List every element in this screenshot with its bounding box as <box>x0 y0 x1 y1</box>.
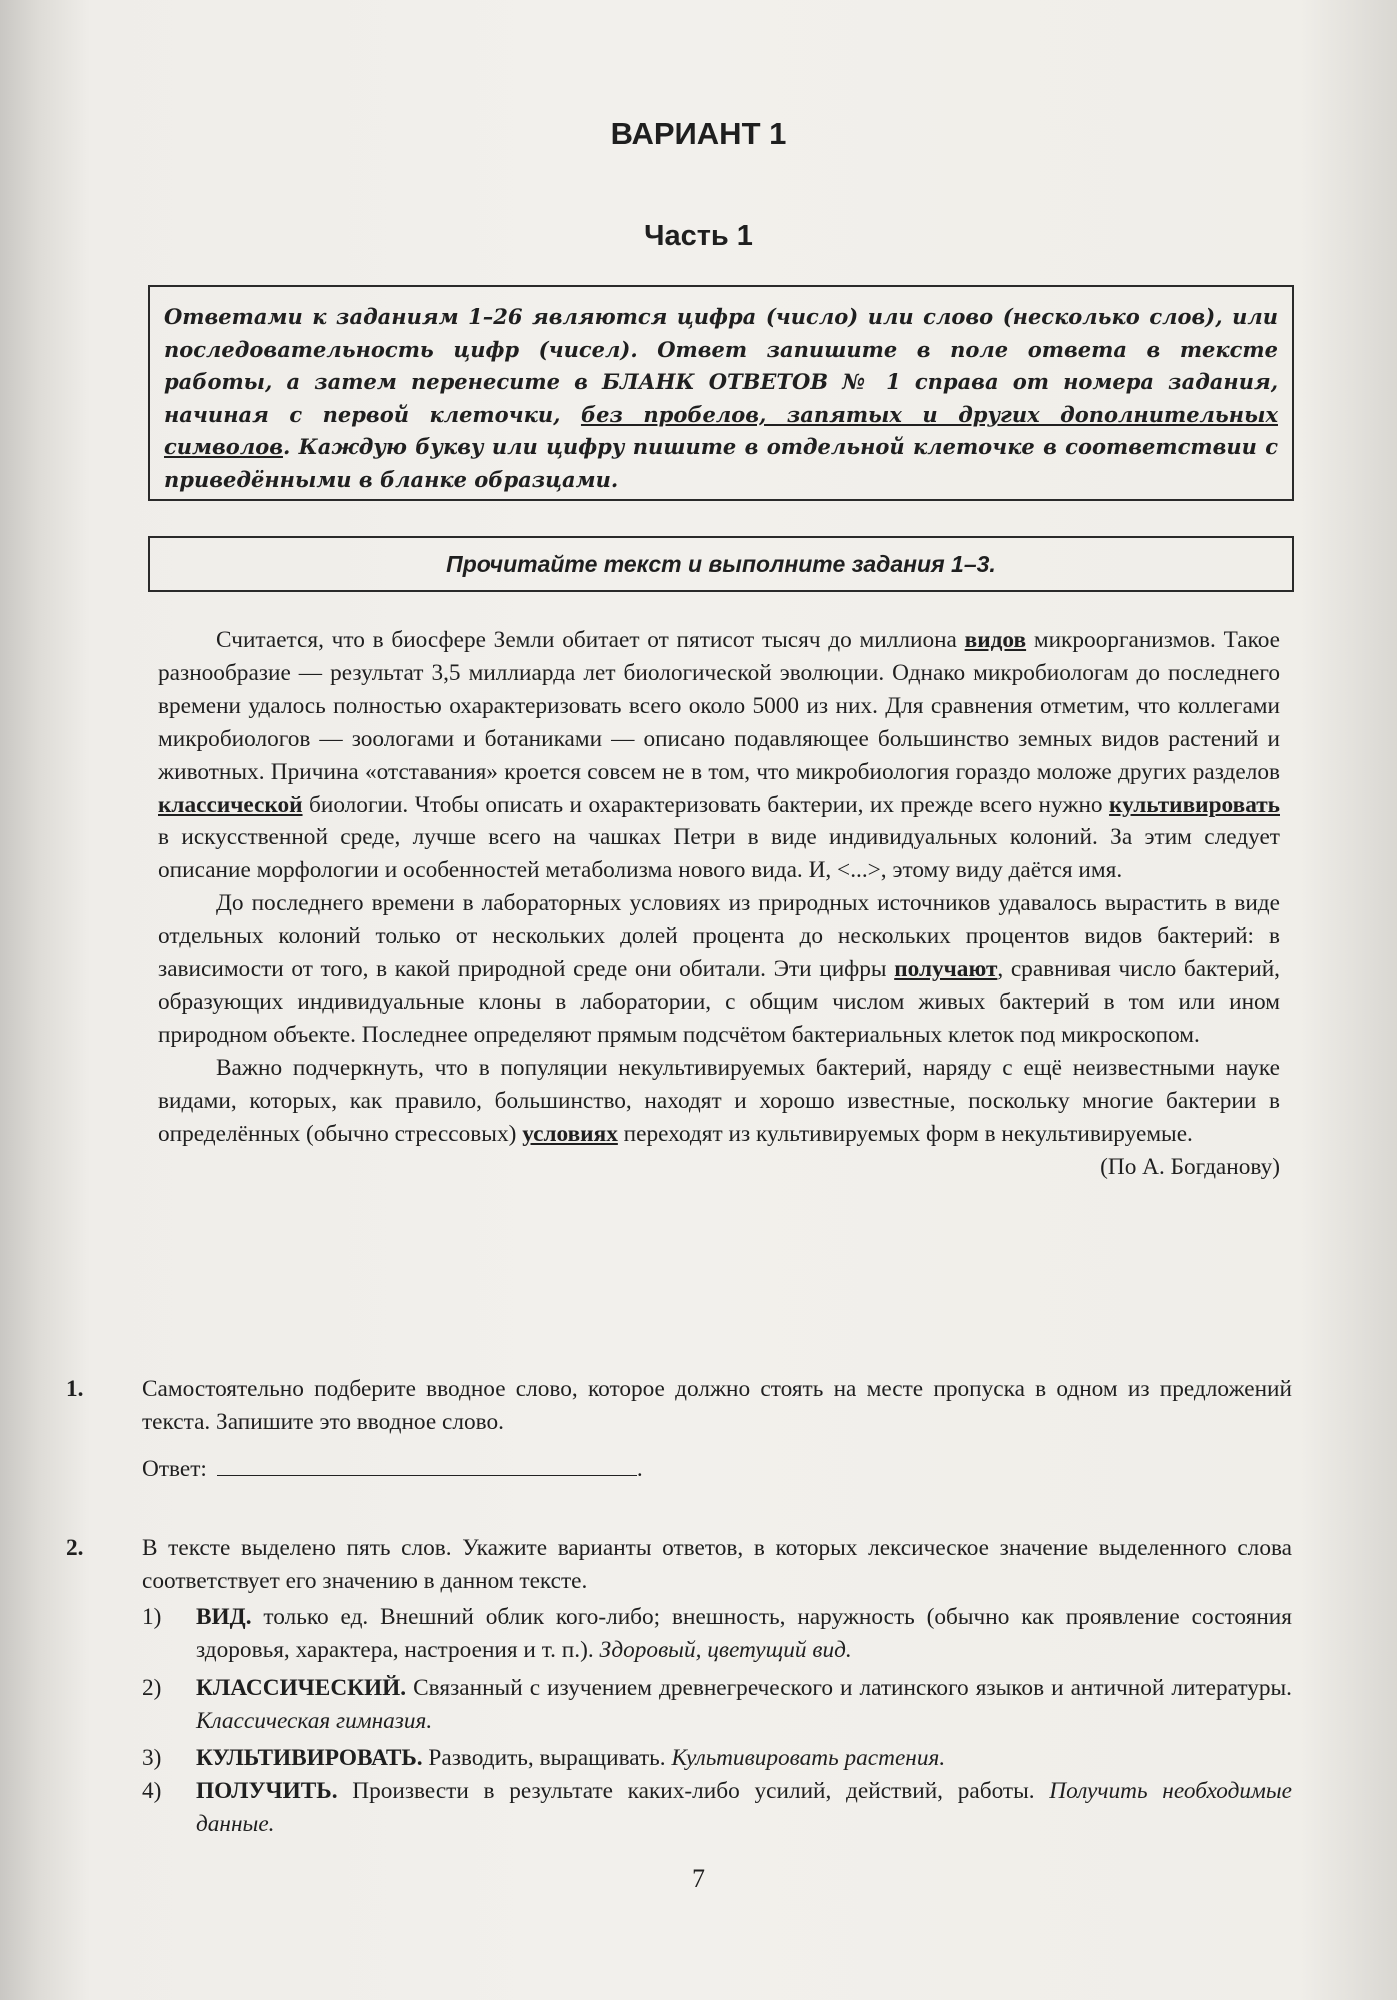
option-number: 4) <box>142 1778 162 1804</box>
option-word: КУЛЬТИВИРОВАТЬ. <box>196 1745 423 1771</box>
text-fragment: Важно подчеркнуть, что в популяции некультивируемых бактерий, наряду с ещё неизвестными науке видами, которых, как правило, большинство, находят и хорошо известные, поскольку многие бактерии в определённых (обычно стрессовых) <box>158 1054 1280 1147</box>
option-2 <box>142 1672 1292 1738</box>
answer-line-end: . <box>636 1456 643 1482</box>
option-definition: Произвести в результате каких-либо усилий, действий, работы. <box>337 1778 1050 1804</box>
text-author: (По А. Богданову) <box>1100 1153 1280 1180</box>
page-number: 7 <box>692 1864 705 1893</box>
option-number: 3) <box>142 1745 162 1771</box>
paragraph-1 <box>158 624 1280 887</box>
reading-text <box>158 624 1280 1183</box>
option-4 <box>142 1775 1292 1841</box>
text-fragment: переходят из культивируемых форм в некультивируемые. <box>617 1120 1193 1147</box>
option-example: Культивировать растения. <box>671 1745 946 1771</box>
variant-title: ВАРИАНТ 1 <box>610 116 787 151</box>
option-example: Получить необходимые данные. <box>196 1778 1292 1837</box>
answer-line[interactable] <box>217 1455 637 1476</box>
highlighted-word-poluchayut: получают <box>894 956 998 983</box>
option-word: ПОЛУЧИТЬ. <box>196 1778 338 1804</box>
text-fragment: До последнего времени в лабораторных условиях из природных источников удавалось вырастить в виде отдельных колоний только от нескольких долей процента до нескольких процентов видов бактерий: в зависимости от того, в какой природной среде они обитали. Эти цифры <box>158 890 1280 983</box>
option-word: ВИД. <box>196 1604 252 1630</box>
instructions-box <box>148 285 1294 501</box>
part-title: Часть 1 <box>644 220 753 252</box>
text-fragment: в искусственной среде, лучше всего на чашках Петри в виде индивидуальных колоний. За этим следует описание морфологии и особенностей метаболизма нового вида. И, <...>, этому виду даётся имя. <box>158 824 1280 884</box>
option-definition: Связанный с изучением древнегреческого и латинского языков и античной литературы. <box>406 1675 1292 1701</box>
instructions-underlined: без пробелов, запятых и других дополнительных символов <box>164 401 1278 459</box>
option-1 <box>142 1601 1292 1667</box>
paragraph-2 <box>158 887 1280 1052</box>
paragraph-3 <box>158 1052 1280 1151</box>
option-definition: Разводить, выращивать. <box>422 1745 672 1771</box>
answer-label: Ответ: <box>142 1456 207 1482</box>
text-fragment: биологии. Чтобы описать и охарактеризовать бактерии, их прежде всего нужно <box>302 791 1110 818</box>
option-3 <box>142 1742 1292 1775</box>
highlighted-word-usloviyah: условиях <box>522 1120 618 1147</box>
question-2 <box>66 1532 1292 1598</box>
option-definition: только ед. Внешний облик кого-либо; внешность, наружность (обычно как проявление состояния здоровья, характера, настроения и т. п.). <box>196 1604 1292 1663</box>
question-2-number: 2. <box>66 1535 84 1561</box>
read-task-box: Прочитайте текст и выполните задания 1–3. <box>148 536 1294 592</box>
text-fragment: , сравнивая число бактерий, образующих индивидуальные клоны в лаборатории, с общим числом живых бактерий в том или ином природном объекте. Последнее определяют прямым подсчётом бактериальных клеток под микроскопом. <box>158 956 1280 1048</box>
option-word: КЛАССИЧЕСКИЙ. <box>196 1675 407 1701</box>
highlighted-word-kultivirovat: культивировать <box>1109 791 1280 818</box>
highlighted-word-klassicheskoy: классической <box>158 791 303 818</box>
question-2-text: В тексте выделено пять слов. Укажите варианты ответов, в которых лексическое значение выделенного слова соответствует его значению в данном тексте. <box>142 1535 1292 1594</box>
question-1-number: 1. <box>66 1376 84 1402</box>
highlighted-word-vidov: видов <box>964 627 1027 653</box>
instructions-text-end: . Каждую букву или цифру пишите в отдельной клеточке в соответствии с приведёнными в бланке образцами. <box>164 434 1278 492</box>
instructions-text: Ответами к заданиям 1–26 являются цифра (число) или слово (несколько слов), или последовательность цифр (чисел). Ответ запишите в поле ответа в тексте работы, а затем перенесите в БЛАНК ОТВЕТОВ № 1 справа от номера задания, начиная с первой клеточки, <box>164 304 1278 427</box>
question-1-answer <box>142 1455 643 1483</box>
option-example: Здоровый, цветущий вид. <box>599 1636 852 1663</box>
option-example: Классическая гимназия. <box>196 1707 433 1734</box>
text-fragment: Считается, что в биосфере Земли обитает от пятисот тысяч до миллиона <box>216 627 965 653</box>
question-1 <box>66 1373 1292 1439</box>
option-number: 2) <box>142 1675 162 1701</box>
option-number: 1) <box>142 1604 162 1630</box>
text-fragment: микроорганизмов. Такое разнообразие — результат 3,5 миллиарда лет биологической эволюции. Однако микробиологам до последнего времени удалось полностью охарактеризовать всего около 5000 из них. Для сравнения отметим, что коллегами микробиологов — зоологами и ботаниками — описано подавляющее большинство земных видов растений и животных. Причина «отставания» кроется совсем не в том, что микробиология гораздо моложе других разделов <box>158 627 1280 785</box>
question-1-text: Самостоятельно подберите вводное слово, которое должно стоять на месте пропуска в одном из предложений текста. Запишите это вводное слово. <box>142 1376 1292 1435</box>
